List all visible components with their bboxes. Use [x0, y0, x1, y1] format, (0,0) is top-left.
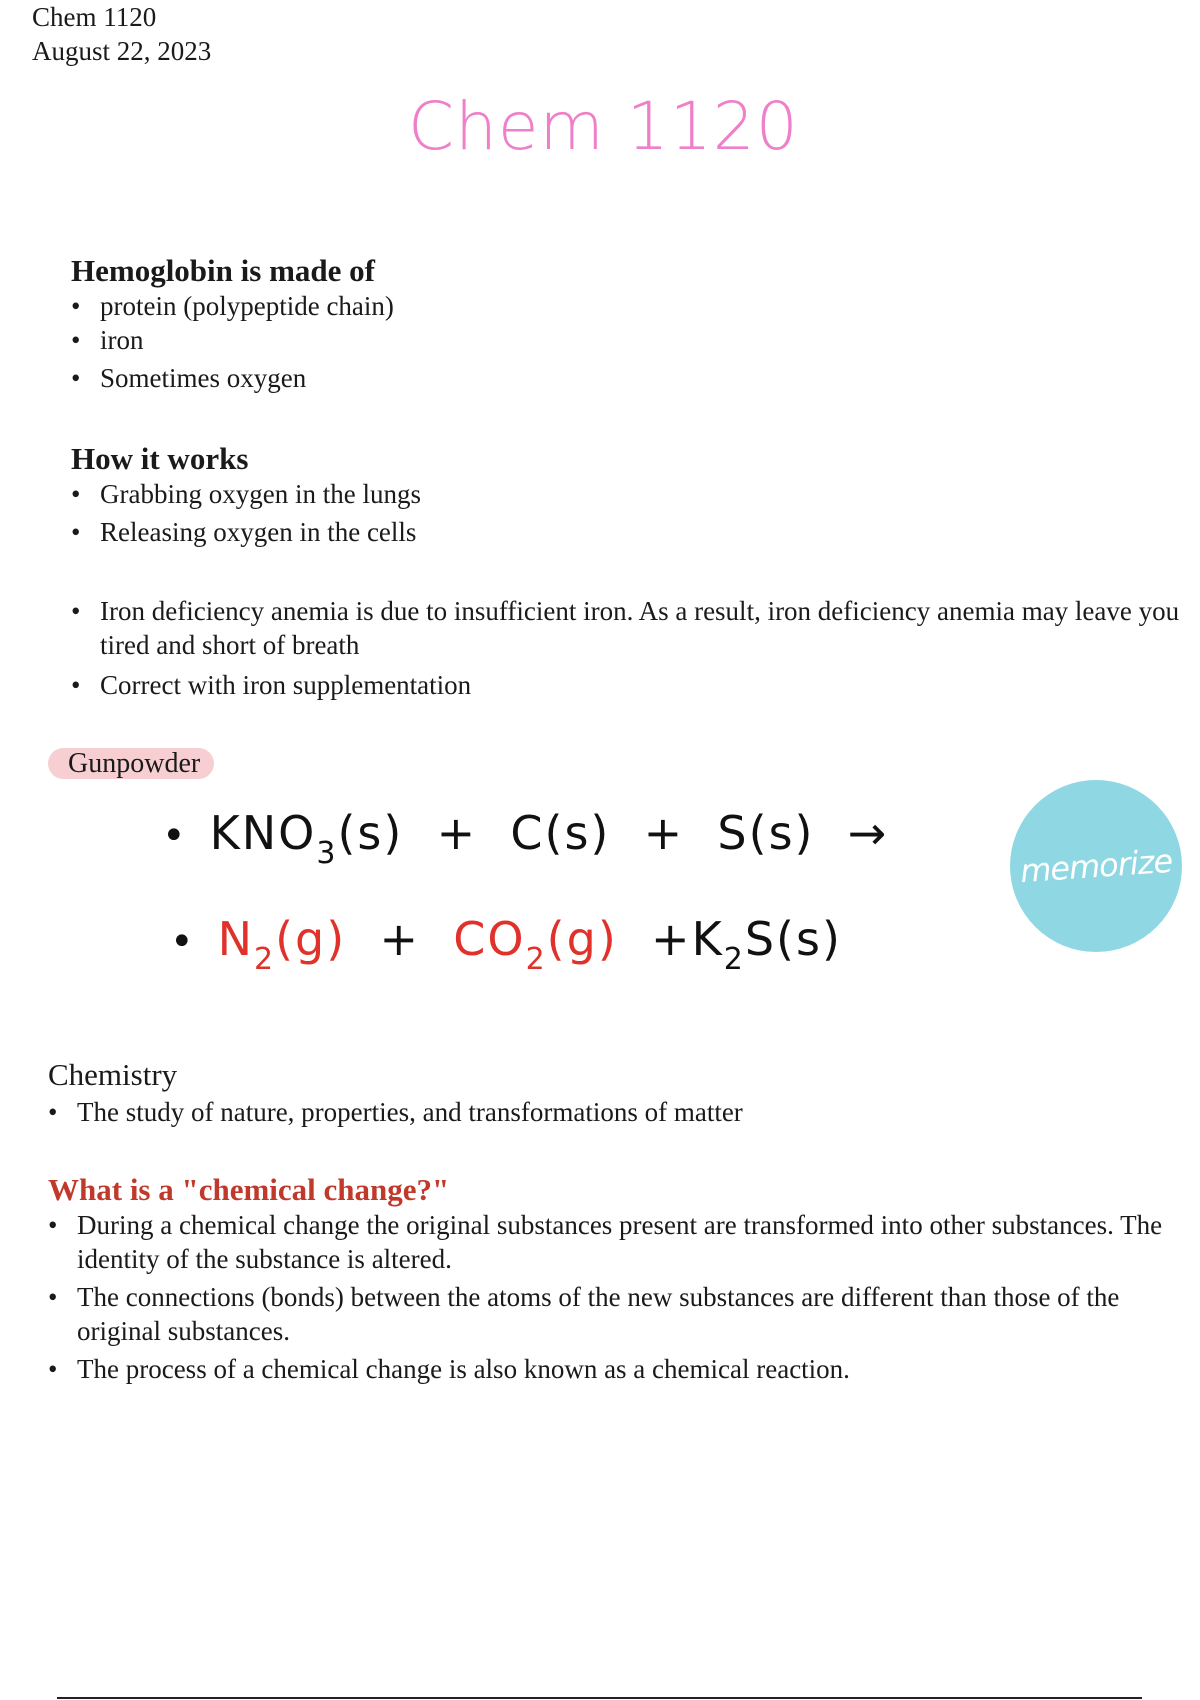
chemistry-list — [77, 1095, 1168, 1129]
hemoglobin-section — [71, 253, 1171, 395]
course-name: Chem 1120 — [32, 2, 157, 32]
list-item: • Sometimes oxygen — [100, 361, 1171, 395]
list-item: • Grabbing oxygen in the lungs — [100, 477, 1171, 511]
chemistry-heading: Chemistry — [48, 1057, 178, 1092]
note-date: August 22, 2023 — [32, 36, 212, 66]
page-bottom-rule — [57, 1697, 1142, 1699]
chemistry-section — [48, 1057, 1168, 1129]
handwritten-title: Chem 1120 — [408, 88, 799, 165]
gunpowder-label: Gunpowder — [48, 748, 214, 780]
chemical-change-heading: What is a "chemical change?" — [48, 1172, 450, 1207]
anemia-list — [100, 594, 1190, 702]
list-item: • During a chemical change the original substances present are transformed into other substances. The identity of the substance is altered. — [77, 1208, 1198, 1276]
list-item: • iron — [100, 323, 1171, 357]
how-it-works-heading: How it works — [71, 441, 249, 476]
hemoglobin-list — [100, 289, 1171, 395]
chemical-change-section — [48, 1172, 1198, 1386]
list-item: • The process of a chemical change is also known as a chemical reaction. — [77, 1352, 1198, 1386]
equation-products: • $N_2(g) + CO_2(g) +K_2S(s)$ — [170, 912, 842, 977]
chemical-change-list — [77, 1208, 1198, 1386]
memorize-sticker: memorize — [1010, 780, 1182, 952]
hemoglobin-heading: Hemoglobin is made of — [71, 253, 375, 288]
equation-reactants: • $KNO_3(s) + C(s) + S(s)$ → — [162, 806, 889, 871]
course-header — [32, 0, 211, 68]
arrow-icon: → — [847, 806, 889, 860]
list-item: • Releasing oxygen in the cells — [100, 515, 1171, 549]
how-it-works-section — [71, 441, 1171, 549]
list-item: • The study of nature, properties, and transformations of matter — [77, 1095, 1168, 1129]
list-item: • Correct with iron supplementation — [100, 668, 1190, 702]
anemia-section — [100, 594, 1190, 702]
list-item: • The connections (bonds) between the atoms of the new substances are different than those of the original substances. — [77, 1280, 1198, 1348]
list-item: • Iron deficiency anemia is due to insufficient iron. As a result, iron deficiency anemia may leave you tired and short of breath — [100, 594, 1190, 662]
how-it-works-list — [100, 477, 1171, 549]
list-item: • protein (polypeptide chain) — [100, 289, 1171, 323]
